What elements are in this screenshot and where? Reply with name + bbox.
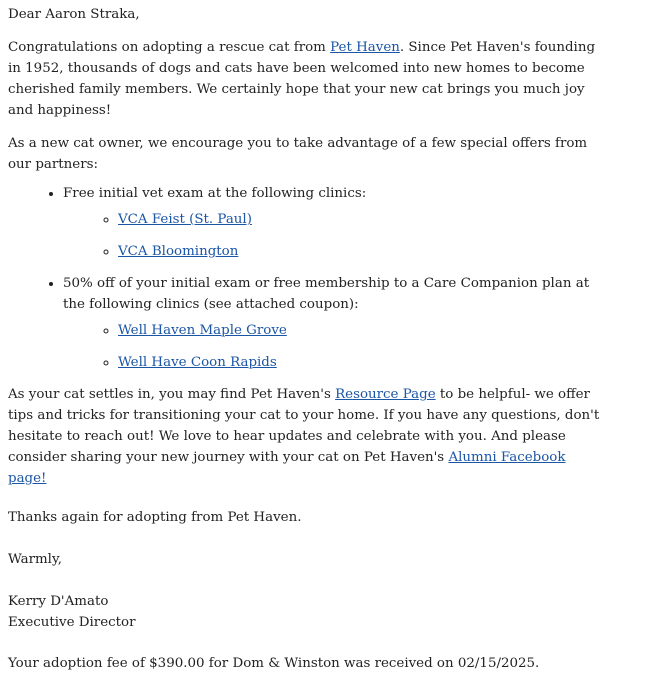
resources-text-start: As your cat settles in, you may find Pet Haven's <box>8 387 336 402</box>
intro-text-start: Congratulations on adopting a rescue cat from <box>8 40 331 55</box>
resources-paragraph <box>8 384 608 489</box>
offer-item-care-companion <box>63 273 608 373</box>
offer-text: Free initial vet exam at the following clinics: <box>63 186 367 201</box>
clinic-list <box>63 209 608 262</box>
fee-note: Your adoption fee of $390.00 for Dom & Winston was received on 02/15/2025. <box>8 656 540 671</box>
email-body <box>8 4 608 674</box>
thanks-line: Thanks again for adopting from Pet Haven. <box>8 510 302 525</box>
closing-line: Warmly, <box>8 552 63 567</box>
signature-name: Kerry D'Amato <box>8 594 109 609</box>
resource-page-link[interactable]: Resource Page <box>335 387 436 402</box>
clinic-list <box>63 320 608 373</box>
clinic-link-well-haven-maple-grove[interactable]: Well Haven Maple Grove <box>118 323 287 338</box>
alumni-facebook-link[interactable]: Alumni Facebook page! <box>8 450 566 486</box>
clinic-item <box>118 352 608 373</box>
clinic-item <box>118 241 608 262</box>
offers-intro: As a new cat owner, we encourage you to take advantage of a few special offers from our partners: <box>8 136 588 172</box>
resources-text-middle: to be helpful- we offer tips and tricks for transitioning your cat to your home. If you have any questions, don't hesitate to reach out! We love to hear updates and celebrate with you. And please consider sharing your new journey with your cat on Pet Haven's <box>8 387 600 465</box>
greeting: Dear Aaron Straka, <box>8 7 140 22</box>
clinic-link-well-have-coon-rapids[interactable]: Well Have Coon Rapids <box>118 355 277 370</box>
clinic-item <box>118 209 608 230</box>
intro-paragraph <box>8 37 608 121</box>
offer-text: 50% off of your initial exam or free membership to a Care Companion plan at the following clinics (see attached coupon): <box>63 276 590 312</box>
offers-list <box>8 183 608 373</box>
clinic-link-vca-bloomington[interactable]: VCA Bloomington <box>118 244 239 259</box>
offer-item-vet-exam <box>63 183 608 262</box>
clinic-item <box>118 320 608 341</box>
intro-text-end: . Since Pet Haven's founding in 1952, thousands of dogs and cats have been welcomed into new homes to become cherished family members. We certainly hope that your new cat brings you much joy and happiness! <box>8 40 596 118</box>
signature-block <box>8 591 608 633</box>
pet-haven-link[interactable]: Pet Haven <box>330 40 400 55</box>
clinic-link-vca-feist[interactable]: VCA Feist (St. Paul) <box>118 212 252 227</box>
signature-title: Executive Director <box>8 615 136 630</box>
